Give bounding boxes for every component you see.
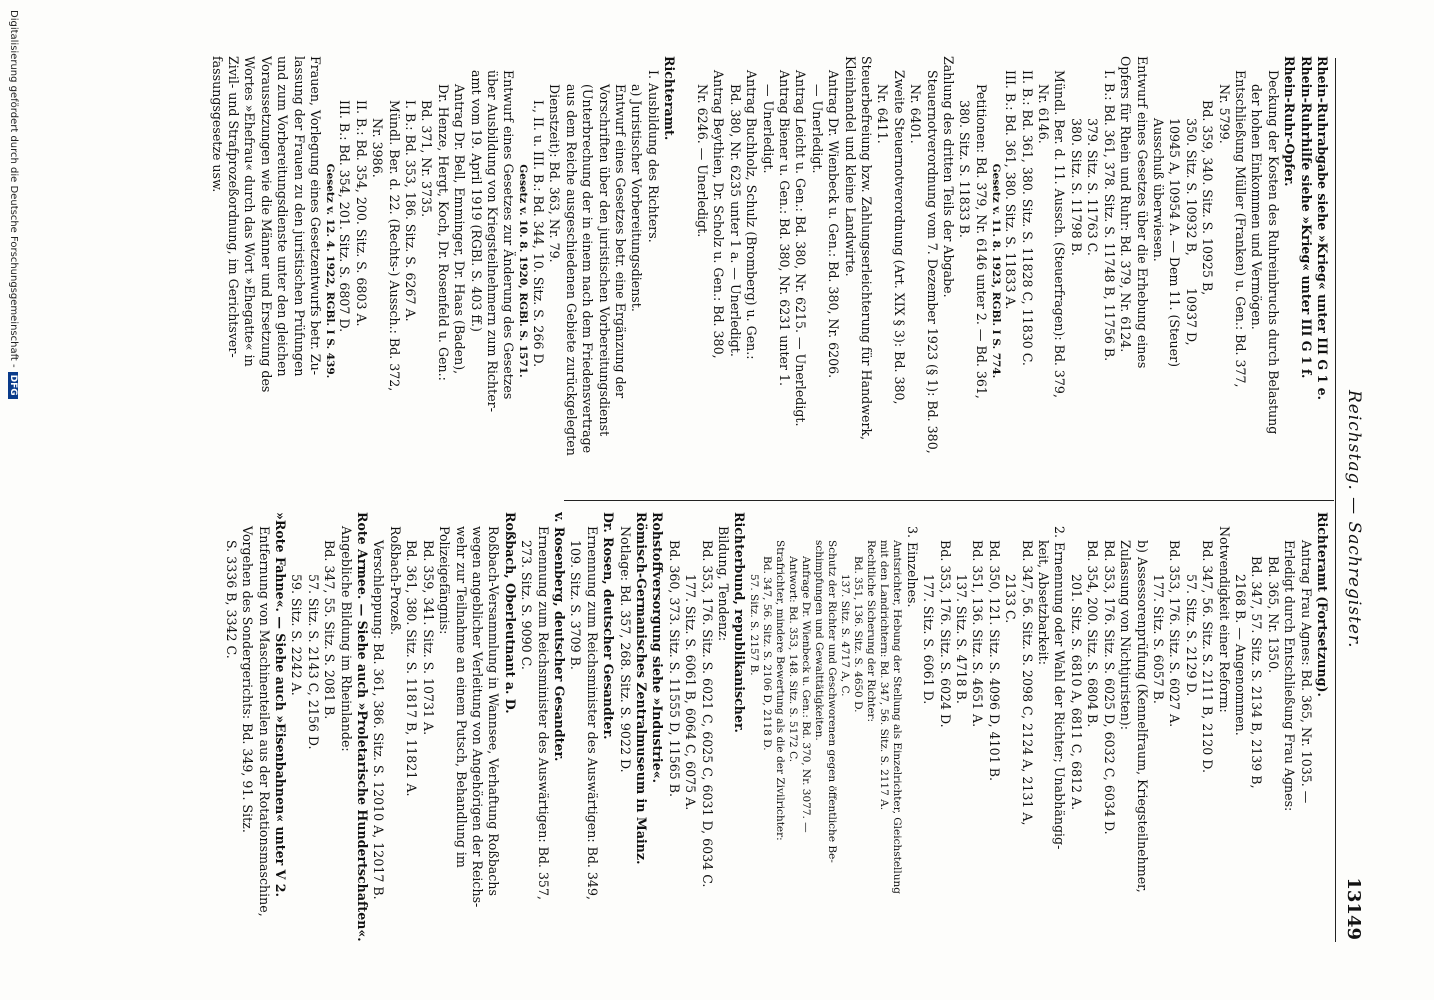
index-line: der hohen Einkommen und Vermögen. xyxy=(1249,84,1265,330)
index-line xyxy=(677,56,693,486)
index-line: und zum Vorbereitungsdienste unter den gleichen xyxy=(275,56,291,377)
index-line: Entwurf eines Gesetzes betr. eine Ergänzung der xyxy=(612,84,628,399)
index-line: Bd. 353, 176. Sitz. S. 6024 D. xyxy=(937,540,953,728)
index-line: Bd. 354, 200. Sitz. S. 6804 B. xyxy=(1085,540,1101,728)
index-line: Nr. 6401. xyxy=(908,84,924,144)
index-line: Gesetz v. 11. 8. 1923, RGBl. I S. 774. xyxy=(989,163,1002,379)
index-line: Bd. 351, 136. Sitz. S. 4650 D. xyxy=(852,556,865,713)
index-line: 2133 C. xyxy=(1003,574,1019,624)
index-line: Nr. 6246. — Unerledigt. xyxy=(694,84,710,238)
index-line: Gesetz v. 12. 4. 1922, RGBl. I S. 439. xyxy=(324,163,337,379)
index-line: Entschließung Müller (Franken) u. Gen.: Bd. 377, xyxy=(1232,70,1248,388)
index-line: Bd. 360, 373. Sitz. S. 11555 D, 11565 B. xyxy=(666,540,682,797)
dfg-logo: DFG xyxy=(8,372,18,399)
index-line: b) Assessorenprüfung (Kennelfraum, Kriegsteilnehmer, xyxy=(1134,540,1150,893)
index-line: 379. Sitz. S. 11763 C. xyxy=(1085,118,1101,256)
index-line: Bd. 347, 56. Sitz. S. 2111 B, 2120 D. xyxy=(1200,540,1216,773)
index-line: Notwendigkeit einer Reform: xyxy=(1216,526,1232,713)
index-line: 10945 A, 10954 A. — Dem 11. (Steuer) xyxy=(1167,118,1183,368)
index-line: 57. Sitz. S. 2143 C, 2156 D. xyxy=(305,574,321,750)
index-line: 2168 B. — Angenommen. xyxy=(1232,574,1248,736)
index-line: Kleinhandel und kleine Landwirte. xyxy=(842,56,858,277)
index-line: Gesetz v. 10. 8. 1920, RGBl. S. 1571. xyxy=(517,164,530,378)
index-line: Antrag Dr. Wienbeck u. Gen.: Bd. 380, Nr. 6206. xyxy=(826,70,842,379)
page-header xyxy=(1338,60,1364,940)
index-line: Bd. 361, 380. Sitz. S. 11817 B, 11821 A. xyxy=(404,540,420,797)
header-rule xyxy=(1335,58,1336,942)
index-line: Rhein-Ruhrhilfe siehe »Krieg« unter III G 1 f. xyxy=(1298,56,1314,379)
index-line: 273. Sitz. S. 9090 C. xyxy=(519,540,535,670)
index-line: lassung der Frauen zu den juristischen Prüfungen xyxy=(291,56,307,377)
index-line: Dr. Rosen, deutscher Gesandter. xyxy=(601,512,617,740)
index-line: 380. Sitz. S. 11833 B. xyxy=(957,100,973,238)
index-line: — Unerledigt. xyxy=(809,84,825,174)
index-line: Zweite Steuernotverordnung (Art. XIX § 3): Bd. 380, xyxy=(891,70,907,405)
index-line: Bd. 347, 55. Sitz. S. 2081 B. xyxy=(322,540,338,720)
index-line: Angebliche Bildung im Rheinlande: xyxy=(338,526,354,752)
index-line: Zulassung von Nichtjuristen): xyxy=(1118,540,1134,731)
digitization-footer xyxy=(8,10,19,399)
index-line: Steuerbefreiung bzw. Zahlungserleichterung für Handwerk, xyxy=(859,56,875,441)
index-line: 3. Einzelnes. xyxy=(904,526,920,608)
index-line: Mündl. Ber. d. 11. Aussch. (Steuerfragen): Bd. 379, xyxy=(1052,70,1068,398)
index-line: Roßbach-Prozeß. xyxy=(387,526,403,636)
page-title: Reichstag. — Sachregister. xyxy=(1344,390,1364,649)
index-line: Bd. 359, 341. Sitz. S. 10731 A. xyxy=(420,540,436,736)
index-line: Bd. 371, Nr. 3735. xyxy=(419,100,435,218)
index-line: I. B.: Bd. 361, 378. Sitz. S. 11748 B, 11756 B. xyxy=(1101,70,1117,362)
index-line: »Rote Fahne«. — Siehe auch »Eisenbahnen« unter V 2. xyxy=(273,512,289,897)
index-line: Amtsrichter, Hebung der Stellung als Einzelrichter, Gleichstellung xyxy=(891,540,904,895)
index-line: Antrag Dr. Bell, Emminger, Dr. Haas (Baden), xyxy=(452,84,468,375)
index-line: Antwort: Bd. 353, 148. Sitz. S. 5172 C. xyxy=(787,556,800,763)
index-line: v. Rosenberg, deutscher Gesandter. xyxy=(551,512,567,762)
index-line: II. B.: Bd. 354, 200. Sitz. S. 6803 A. xyxy=(353,100,369,327)
index-line: Bildung, Tendenz: xyxy=(716,526,732,642)
index-line: III. B.: Bd. 361, 380. Sitz. S. 11833 A. xyxy=(1003,70,1019,310)
index-line: schimpfungen und Gewalttätigkeiten. xyxy=(813,540,826,741)
index-line: Deckung der Kosten des Ruhreinbruchs durch Belastung xyxy=(1265,70,1281,435)
index-line: Antrag Biener u. Gen.: Bd. 380, Nr. 6231 unter 1. xyxy=(777,70,792,387)
index-line: (Unterbrechung der in einem nach dem Friedensvertrage xyxy=(580,84,596,454)
index-line: Bd. 347, 56. Sitz. S. 2106 D, 2118 D. xyxy=(761,556,774,751)
index-line: 380. Sitz. S. 11798 B. xyxy=(1068,118,1084,256)
index-line: aus dem Reiche ausgeschiedenen Gebiete zurückgelegten xyxy=(563,84,579,456)
index-line: I., II. u. III. B.: Bd. 344, 10. Sitz. S. 266 D. xyxy=(530,100,546,368)
index-line: Bd. 347, 56. Sitz. S. 2098 C, 2124 A, 2131 A, xyxy=(1019,540,1035,826)
index-line: Petitionen: Bd. 379, Nr. 6146 unter 2. — Bd. 361, xyxy=(973,84,989,399)
index-line: Nr. 5799. xyxy=(1216,84,1232,144)
index-line: — Unerledigt. xyxy=(760,84,776,174)
index-line: Schutz der Richter und Geschworenen gegen öffentliche Be- xyxy=(826,540,839,863)
index-line: Steuernotverordnung vom 7. Dezember 1923 (§ 1): Bd. 380, xyxy=(924,70,940,454)
index-line: Frauen, Vorlegung eines Gesetzentwurfs betr. Zu- xyxy=(308,56,324,375)
index-line: 201. Sitz. S. 6810 A, 6811 C, 6812 A. xyxy=(1068,574,1084,811)
index-line: wegen angeblicher Verleitung von Angehörigen der Reichs- xyxy=(469,526,485,908)
index-line: Roßbach, Oberleutnant a. D. xyxy=(502,512,518,714)
index-line: Antrag Leicht u. Gen.: Bd. 380, Nr. 6215. — Unerledigt. xyxy=(793,70,809,427)
index-line: Entwurf eines Gesetzes zur Änderung des Gesetzes xyxy=(501,70,517,400)
index-line: Entfernung von Maschinenteilen aus der Rotationsmaschine, xyxy=(256,526,272,917)
index-line: I. Ausbildung des Richters. xyxy=(645,70,661,243)
index-line: Bd. 351, 136. Sitz. S. 4651 A. xyxy=(970,540,986,728)
index-line: Bd. 365, Nr. 1350. xyxy=(1265,556,1281,674)
index-line: Ernennung zum Reichsminister des Auswärtigen: Bd. 357, xyxy=(535,526,551,900)
index-line: Wortes »Ehefrau« durch das Wort »Ehegatte« in xyxy=(242,56,258,367)
index-line: Polizeigefängnis: xyxy=(437,526,453,635)
index-line: Bd. 347, 57. Sitz. S. 2134 B, 2139 B, xyxy=(1249,556,1265,789)
index-line: Strafrichter, mindere Bewertung als die der Zivilrichter: xyxy=(774,540,787,841)
index-line: 59. Sitz. S. 2242 A. xyxy=(289,574,305,696)
index-line: 177. Sitz. S. 6061 D. xyxy=(921,574,937,705)
index-line: Rote Armee. — Siehe auch »Proletarische Hundertschaften«. xyxy=(355,512,371,942)
index-line: 137. Sitz. S. 4718 B. xyxy=(954,574,970,704)
page-number: 13149 xyxy=(1343,877,1364,940)
index-line: mit den Landrichtern: Bd. 347, 56. Sitz. S. 2117 A. xyxy=(878,540,891,811)
index-line: Verschleppung: Bd. 361, 386. Sitz. S. 12010 A, 12017 B. xyxy=(371,540,387,900)
index-line: Rhein-Ruhrabgabe siehe »Krieg« unter III G 1 e. xyxy=(1315,56,1330,401)
index-line: Zahlung des dritten Teils der Abgabe. xyxy=(941,56,957,298)
index-line: Roßbach-Versammlung in Wannsee, Verhaftung Roßbachs xyxy=(486,526,502,896)
index-line: Nr. 6411. xyxy=(875,84,891,144)
index-line: Vorgehen des Sondergerichts: Bd. 349, 91. Sitz. xyxy=(240,526,256,833)
index-line: über Ausbildung von Kriegsteilnehmern zum Richter- xyxy=(485,70,501,412)
index-line: Mündl. Ber. d. 22. (Rechts-) Aussch.: Bd. 372, xyxy=(386,100,402,392)
index-line: III. B.: Bd. 354, 201. Sitz. S. 6807 D. xyxy=(337,100,353,333)
index-line: Anfrage Dr. Wienbeck u. Gen.: Bd. 370, Nr. 3077. — xyxy=(800,556,813,833)
index-line: Nr. 6146. xyxy=(1036,84,1052,144)
left-column xyxy=(208,56,1330,486)
index-line: Bd. 350, 121. Sitz. S. 4096 D, 4101 B. xyxy=(986,540,1002,781)
index-line: 2. Ernennung oder Wahl der Richter; Unabhängig- xyxy=(1052,526,1068,850)
index-line: Richteramt (Fortsetzung). xyxy=(1315,512,1330,697)
index-line: a) Juristischer Vorbereitungsdienst. xyxy=(629,84,645,312)
index-line: I. B.: Bd. 353, 186. Sitz. S. 6267 A. xyxy=(403,100,419,322)
index-line: Bd. 380, Nr. 6235 unter 1 a. — Unerledigt. xyxy=(727,84,743,357)
index-line: Voraussetzungen wie die Männer und Ersetzung des xyxy=(258,56,274,393)
index-line: keit, Absetzbarkeit: xyxy=(1036,540,1052,665)
footer-text: Digitalisierung gefördert durch die Deutsche Forschungsgemeinschaft - xyxy=(8,10,19,368)
index-line: 57. Sitz. S. 2157 B. xyxy=(748,574,761,676)
column-divider xyxy=(564,500,1334,501)
index-line: Zivil- und Strafprozeßordnung, im Gerichtsver- xyxy=(226,56,241,358)
index-line: Bd. 353, 176. Sitz. S. 6021 C, 6025 C, 6031 D, 6034 C. xyxy=(699,540,715,888)
index-line: Bd. 353, 176. Sitz. S. 6027 A. xyxy=(1167,540,1183,728)
index-line: Bd. 359, 340. Sitz. S. 10925 B, xyxy=(1200,100,1216,296)
index-line: Richteramt. xyxy=(662,56,678,141)
index-line: Bd. 353, 176. Sitz. S. 6025 D, 6032 C, 6034 D. xyxy=(1101,540,1117,835)
index-line: 137. Sitz. S. 4717 A, C. xyxy=(839,574,852,697)
index-line: Antrag Beythien, Dr. Scholz u. Gen.: Bd. 380, xyxy=(711,70,727,359)
index-line: Rohstoffversorgung siehe »Industrie«. xyxy=(650,512,666,783)
index-line: Erledigt durch Entschließung Frau Agnes: xyxy=(1282,540,1298,812)
index-line: Notlage: Bd. 357, 268. Sitz. S. 9022 D. xyxy=(617,526,633,773)
index-line: Dr. Henze, Hergt, Koch, Dr. Rosenfeld u. Gen.: xyxy=(435,84,451,381)
index-line: Entwurf eines Gesetzes über die Erhebung eines xyxy=(1134,56,1150,369)
index-line: 350. Sitz. S. 10932 B, 10937 D, xyxy=(1183,118,1199,346)
index-line: 57. Sitz. S. 2129 D. xyxy=(1183,574,1199,697)
index-line: 177. Sitz. S. 6061 B, 6064 C, 6075 A. xyxy=(683,574,699,811)
index-line: 177. Sitz. S. 6057 B. xyxy=(1150,574,1166,704)
index-line: Ausschuß überwiesen. xyxy=(1150,118,1166,262)
index-line: S. 3336 B, 3342 C. xyxy=(223,540,239,659)
index-line: Rechtliche Sicherung der Richter: xyxy=(865,540,878,723)
index-line: Nr. 3986. xyxy=(370,118,386,178)
index-line: 109. Sitz. S. 3709 B. xyxy=(568,540,584,670)
index-line: II. B.: Bd. 361, 380. Sitz. S. 11828 C, 11830 C. xyxy=(1019,70,1035,366)
index-line: Antrag Buchholz, Schulz (Bromberg) u. Gen.: xyxy=(744,70,760,360)
index-line: Antrag Frau Agnes: Bd. 365, Nr. 1035. — xyxy=(1298,540,1314,804)
index-line: Römisch-Germanisches Zentralmuseum in Mainz. xyxy=(634,512,649,865)
index-line: amt vom 19. April 1919 (RGBl. S. 403 ff.) xyxy=(468,70,484,332)
index-line: Opfers für Rhein und Ruhr: Bd. 379, Nr. 6124. xyxy=(1118,56,1134,353)
index-line: wehr zur Teilnahme an einem Putsch, Behandlung im xyxy=(453,526,469,868)
index-line: fassungsgesetze usw. xyxy=(209,56,225,193)
index-line: Vorschriften über den juristischen Vorbereitungsdienst xyxy=(596,84,612,437)
index-line: Ernennung zum Reichsminister des Auswärtigen: Bd. 349, xyxy=(584,526,600,900)
index-line: Dienstzeit): Bd. 363, Nr. 79. xyxy=(547,84,563,263)
index-line: Richterbund, republikanischer. xyxy=(732,512,748,733)
right-column xyxy=(222,512,1330,942)
index-line: Rhein-Ruhr-Opfer. xyxy=(1282,56,1298,187)
